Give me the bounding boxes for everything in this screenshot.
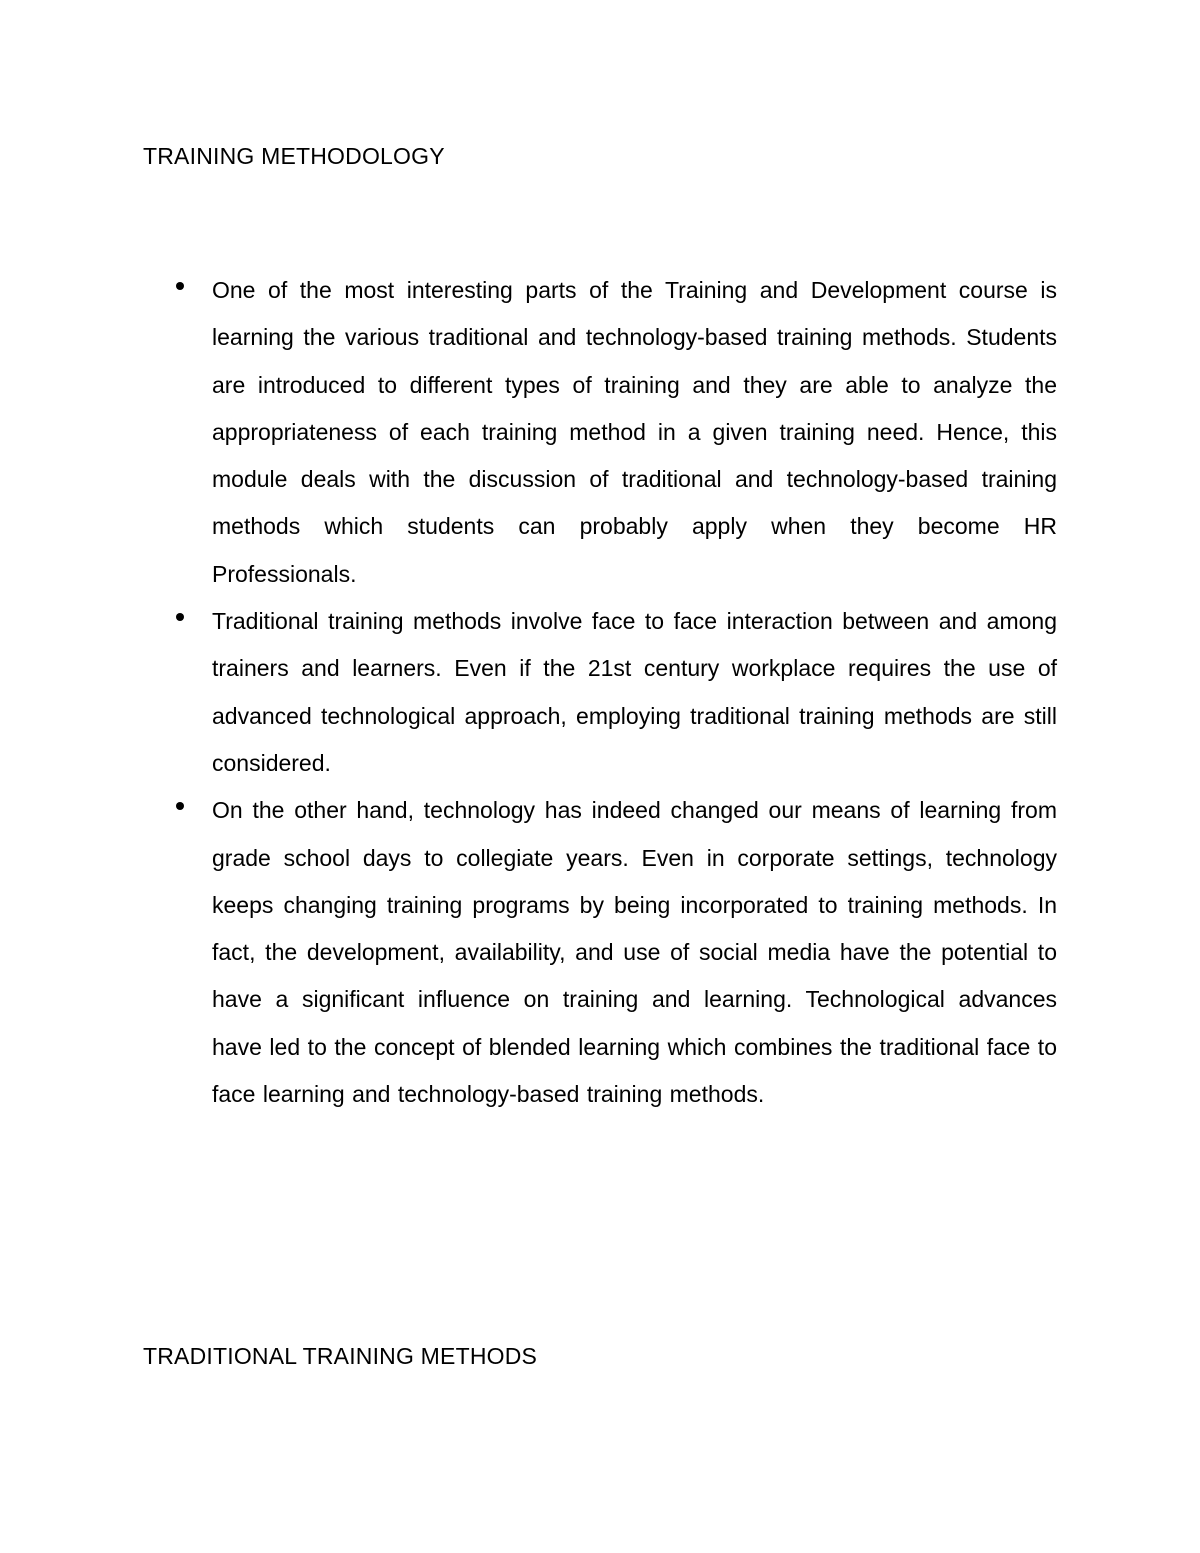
list-item xyxy=(0,267,1200,598)
bullet-icon xyxy=(176,613,184,621)
bullet-icon xyxy=(176,802,184,810)
bullet-text: One of the most interesting parts of the Training and Development course is learning the various traditional and technology-based training methods. Students are introduced to different types of training and they are able to analyze the appropriateness of each training method in a given training need. Hence, this module deals with the discussion of traditional and technology-based training methods which students can probably apply when they become HR Professionals. xyxy=(212,277,1057,587)
section-heading-training-methodology: TRAINING METHODOLOGY xyxy=(143,143,445,169)
list-item xyxy=(0,598,1200,787)
bullet-text: Traditional training methods involve face to face interaction between and among trainers and learners. Even if the 21st century workplace requires the use of advanced technological approach, employing traditional training methods are still considered. xyxy=(212,608,1057,776)
section-heading-traditional-training-methods: TRADITIONAL TRAINING METHODS xyxy=(143,1343,538,1369)
bullet-text: On the other hand, technology has indeed changed our means of learning from grade school days to collegiate years. Even in corporate settings, technology keeps changing training programs by being incorporated to training methods. In fact, the development, availability, and use of social media have the potential to have a significant influence on training and learning. Technological advances have led to the concept of blended learning which combines the traditional face to face learning and technology-based training methods. xyxy=(212,797,1057,1108)
bullet-icon xyxy=(176,282,184,290)
bullet-list xyxy=(0,267,1200,1118)
list-item xyxy=(0,787,1200,1118)
